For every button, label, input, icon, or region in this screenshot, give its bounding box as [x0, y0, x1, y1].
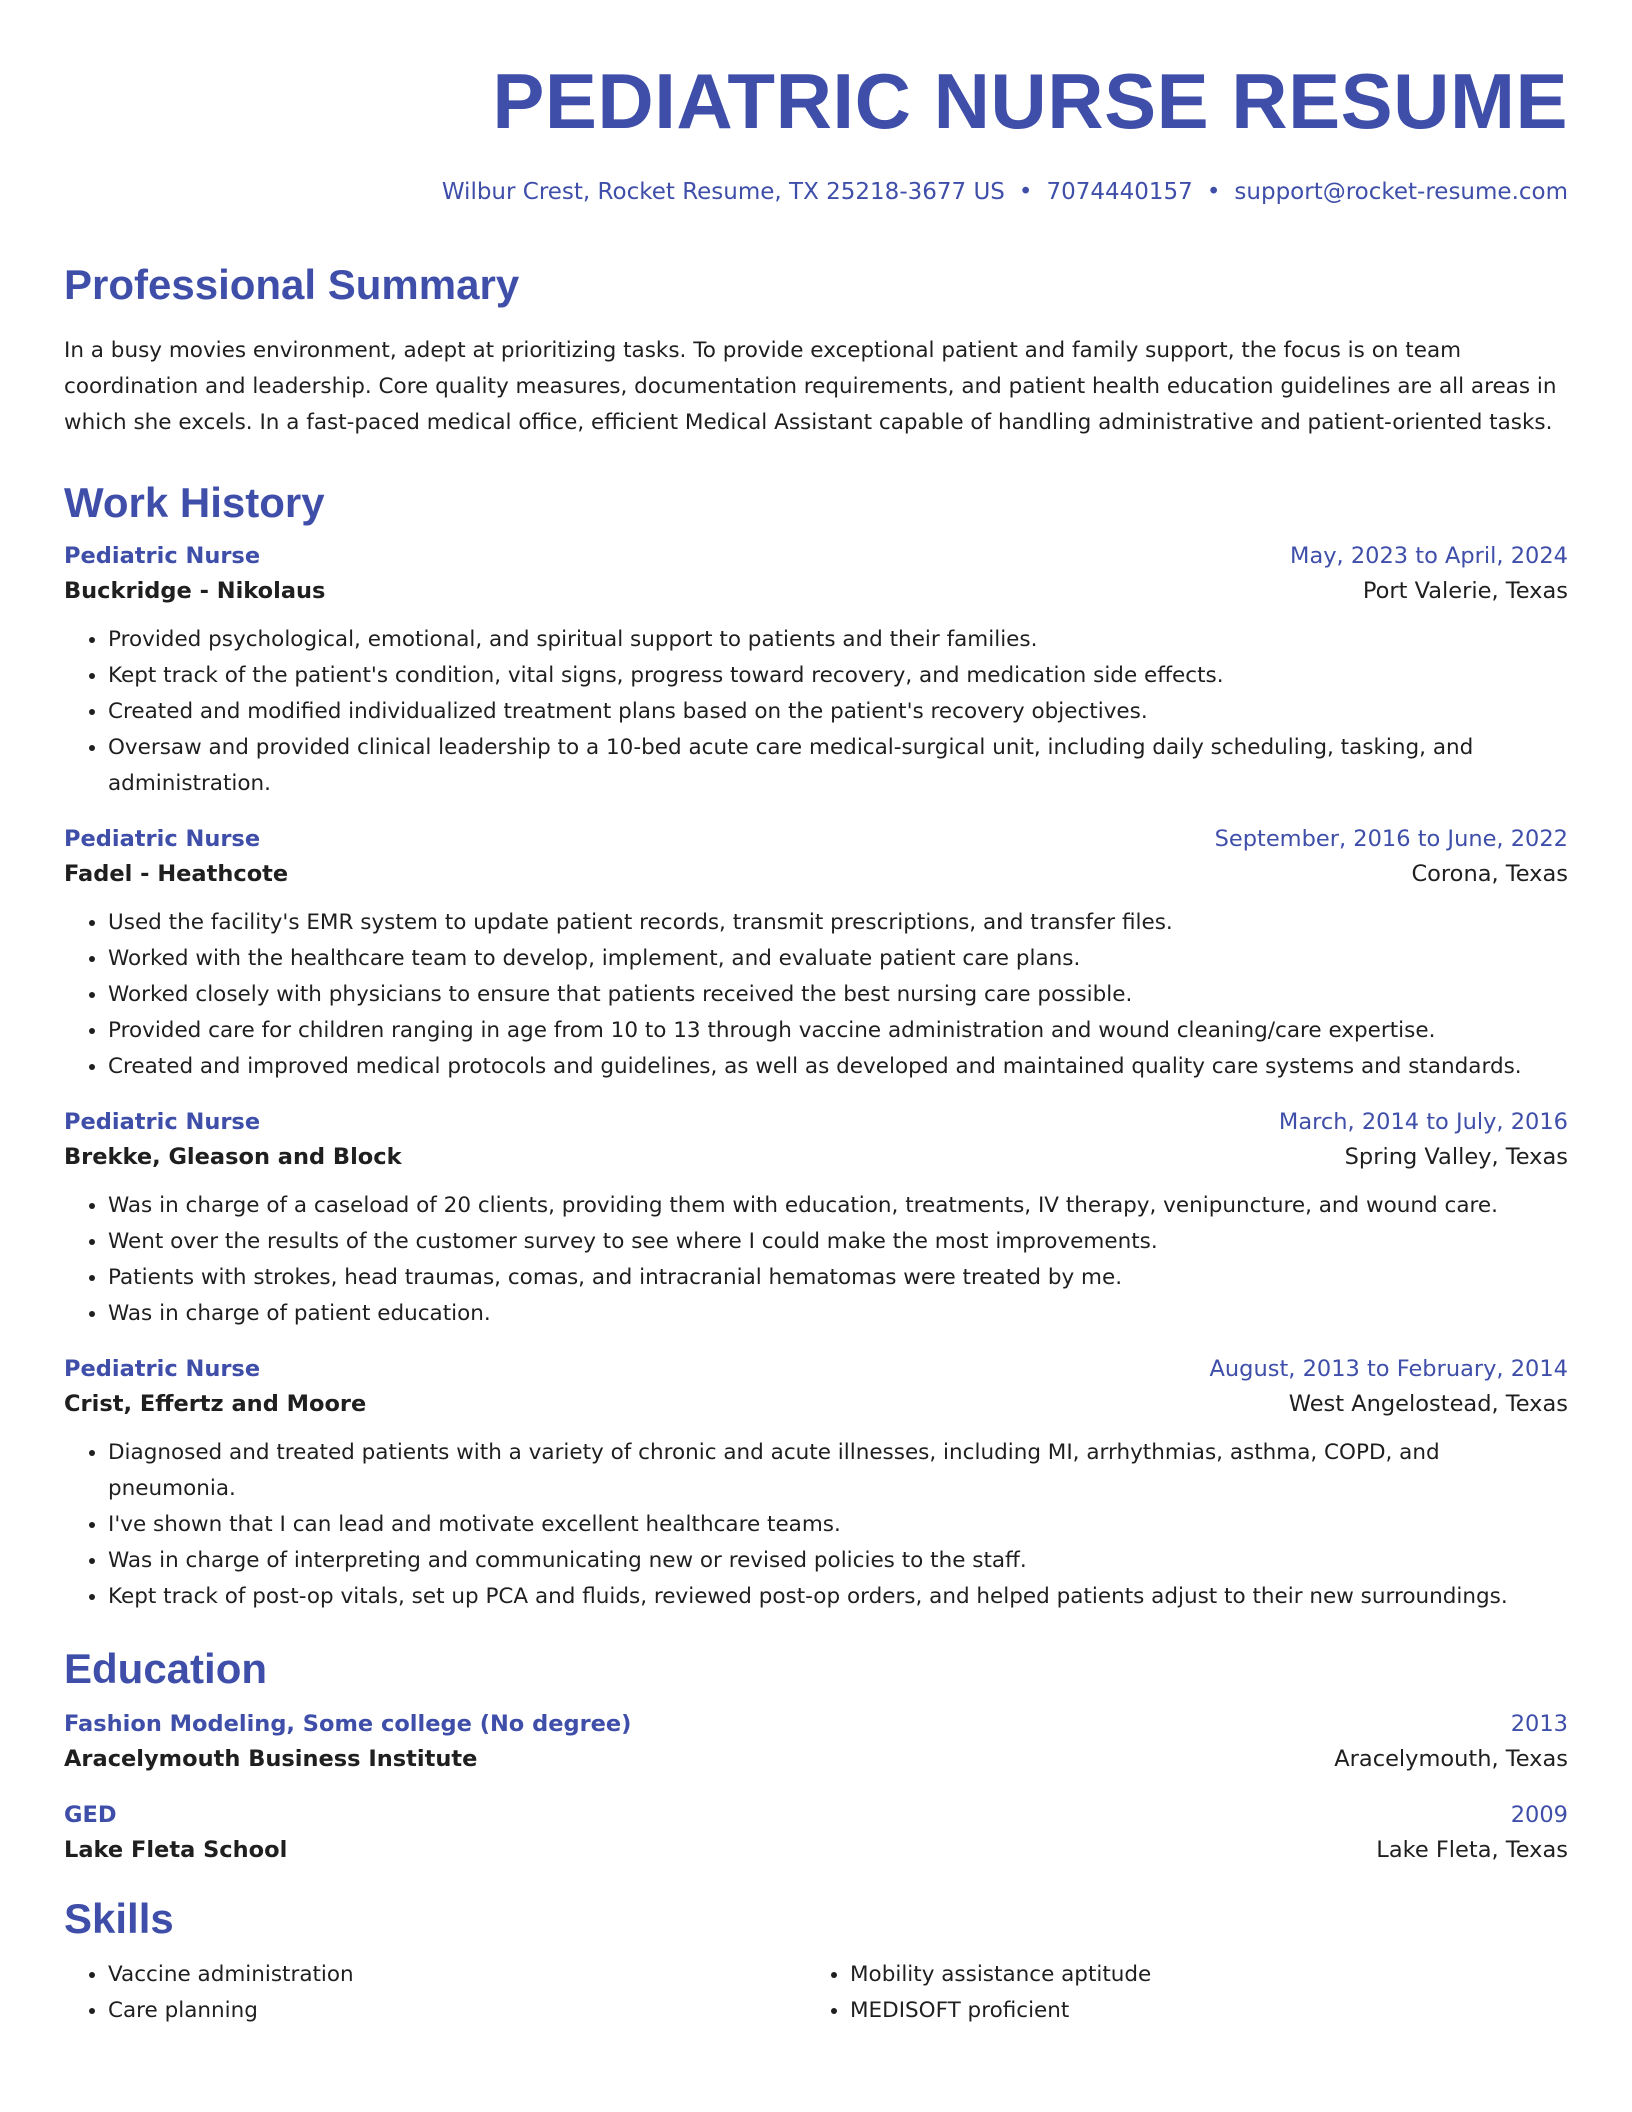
education-degree: GED [64, 1802, 117, 1828]
job-bullet: • Was in charge of a caseload of 20 clients, providing them with education, treatments, IV therapy, venipuncture, and wound care. [108, 1188, 1568, 1224]
job-bullet: • Was in charge of patient education. [108, 1296, 1568, 1332]
job-bullet: • Used the facility's EMR system to update patient records, transmit prescriptions, and transfer files. [108, 905, 1568, 941]
contact-address: Wilbur Crest, Rocket Resume, TX 25218-3677 US [441, 179, 1005, 205]
job-bullets [64, 905, 1568, 1085]
job-entry [64, 543, 1568, 802]
job-bullet: • I've shown that I can lead and motivate excellent healthcare teams. [108, 1507, 1568, 1543]
education-year: 2009 [1510, 1802, 1568, 1828]
job-bullets [64, 1435, 1568, 1615]
job-bullet: • Created and modified individualized treatment plans based on the patient's recovery objectives. [108, 694, 1568, 730]
job-bullets [64, 1188, 1568, 1332]
job-bullet: • Kept track of the patient's condition, vital signs, progress toward recovery, and medication side effects. [108, 658, 1568, 694]
job-bullet: • Worked closely with physicians to ensure that patients received the best nursing care possible. [108, 977, 1568, 1013]
job-entry [64, 1356, 1568, 1615]
skills-heading: Skills [64, 1895, 174, 1942]
job-bullet: • Kept track of post-op vitals, set up PCA and fluids, reviewed post-op orders, and helped patients adjust to their new surroundings. [108, 1579, 1568, 1615]
job-dates: August, 2013 to February, 2014 [1209, 1356, 1568, 1382]
skills-column-right [806, 1957, 1548, 2029]
job-company: Crist, Effertz and Moore [64, 1391, 367, 1417]
summary-heading: Professional Summary [64, 261, 520, 308]
contact-separator: • [1018, 179, 1033, 205]
resume-title: PEDIATRIC NURSE RESUME [492, 57, 1568, 145]
job-bullet: • Provided psychological, emotional, and spiritual support to patients and their families. [108, 622, 1568, 658]
job-company: Fadel - Heathcote [64, 861, 289, 887]
skill-item: • MEDISOFT proficient [850, 1993, 1548, 2029]
work-history-list [64, 543, 1568, 1615]
education-year: 2013 [1510, 1711, 1568, 1737]
education-degree: Fashion Modeling, Some college (No degree) [64, 1711, 632, 1737]
job-company: Buckridge - Nikolaus [64, 578, 326, 604]
job-bullet: • Oversaw and provided clinical leadership to a 10-bed acute care medical-surgical unit, including daily scheduling, tasking, and administration. [108, 730, 1568, 802]
job-dates: May, 2023 to April, 2024 [1290, 543, 1568, 569]
contact-separator: • [1206, 179, 1221, 205]
work-history-heading: Work History [64, 479, 325, 526]
job-bullet: • Was in charge of interpreting and communicating new or revised policies to the staff. [108, 1543, 1568, 1579]
education-school: Aracelymouth Business Institute [64, 1746, 478, 1772]
job-role: Pediatric Nurse [64, 543, 261, 569]
job-bullets [64, 622, 1568, 802]
job-bullet: • Diagnosed and treated patients with a variety of chronic and acute illnesses, including MI, arrhythmias, asthma, COPD, and pneumonia. [108, 1435, 1568, 1507]
job-role: Pediatric Nurse [64, 826, 261, 852]
job-company: Brekke, Gleason and Block [64, 1144, 402, 1170]
job-location: Corona, Texas [1411, 861, 1568, 887]
skills-column-left [64, 1957, 806, 2029]
job-entry [64, 1109, 1568, 1332]
contact-line [64, 179, 1568, 205]
education-heading: Education [64, 1645, 268, 1692]
job-location: Spring Valley, Texas [1344, 1144, 1568, 1170]
job-bullet: • Patients with strokes, head traumas, comas, and intracranial hematomas were treated by me. [108, 1260, 1568, 1296]
job-dates: September, 2016 to June, 2022 [1214, 826, 1568, 852]
job-location: Port Valerie, Texas [1362, 578, 1568, 604]
job-role: Pediatric Nurse [64, 1356, 261, 1382]
education-entry [64, 1711, 1568, 1772]
job-bullet: • Created and improved medical protocols and guidelines, as well as developed and maintained quality care systems and standards. [108, 1049, 1568, 1085]
education-entry [64, 1802, 1568, 1863]
job-role: Pediatric Nurse [64, 1109, 261, 1135]
summary-text: In a busy movies environment, adept at prioritizing tasks. To provide exceptional patient and family support, the focus is on team coordination and leadership. Core quality measures, documentation requirements, and patient health education guidelines are all areas in which she excels. In a fast-paced medical office, efficient Medical Assistant capable of handling administrative and patient-oriented tasks. [64, 338, 1557, 435]
job-entry [64, 826, 1568, 1085]
education-school: Lake Fleta School [64, 1837, 288, 1863]
job-location: West Angelostead, Texas [1288, 1391, 1568, 1417]
job-dates: March, 2014 to July, 2016 [1278, 1109, 1568, 1135]
job-bullet: • Worked with the healthcare team to develop, implement, and evaluate patient care plans. [108, 941, 1568, 977]
education-location: Lake Fleta, Texas [1376, 1837, 1568, 1863]
skill-item: • Mobility assistance aptitude [850, 1957, 1548, 1993]
job-bullet: • Provided care for children ranging in age from 10 to 13 through vaccine administration and wound cleaning/care expertise. [108, 1013, 1568, 1049]
skill-item: • Vaccine administration [108, 1957, 806, 1993]
contact-email: support@rocket-resume.com [1234, 179, 1568, 205]
skill-item: • Care planning [108, 1993, 806, 2029]
skills-list [64, 1957, 1568, 2029]
contact-phone: 7074440157 [1046, 179, 1193, 205]
job-bullet: • Went over the results of the customer survey to see where I could make the most improvements. [108, 1224, 1568, 1260]
education-location: Aracelymouth, Texas [1334, 1746, 1568, 1772]
